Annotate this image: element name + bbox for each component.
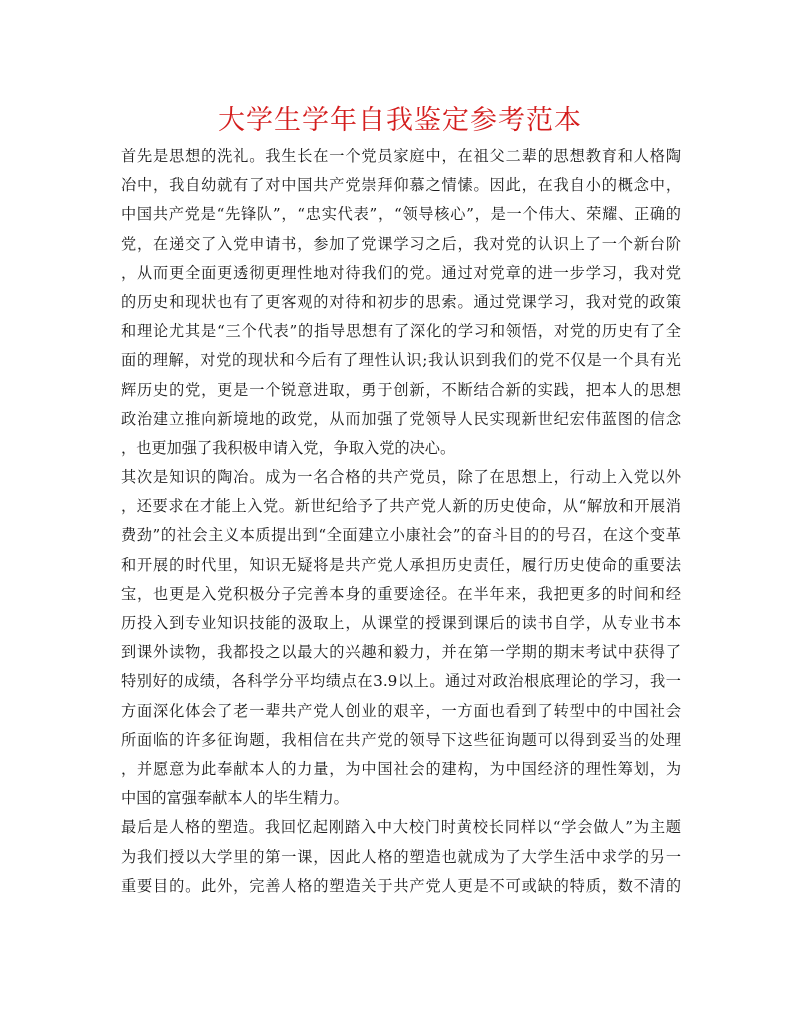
text-line: 和开展的时代里，知识无疑将是共产党人承担历史责任，履行历史使命的重要法 — [121, 555, 681, 574]
paragraph-thought — [121, 142, 681, 463]
document-body — [121, 142, 681, 901]
text-line: 方面深化体会了老一辈共产党人创业的艰辛，一方面也看到了转型中的中国社会 — [121, 701, 681, 720]
text-line: 为我们授以大学里的第一课，因此人格的塑造也就成为了大学生活中求学的另一 — [121, 847, 681, 866]
text-line: 费劲”的社会主义本质提出到“全面建立小康社会”的奋斗目的的号召，在这个变革 — [121, 526, 681, 545]
text-line: 中国共产党是“先锋队”，“忠实代表”，“领导核心”，是一个伟大、荣耀、正确的 — [121, 205, 681, 224]
text-line: 到课外读物，我都投之以最大的兴趣和毅力，并在第一学期的期末考试中获得了 — [121, 643, 681, 662]
text-line: 首先是思想的洗礼。我生长在一个党员家庭中，在祖父二辈的思想教育和人格陶 — [121, 147, 681, 165]
text-line: 其次是知识的陶冶。成为一名合格的共产党员，除了在思想上，行动上入党以外 — [121, 468, 681, 487]
text-line: 和理论尤其是“三个代表”的指导思想有了深化的学习和领悟，对党的历史有了全 — [121, 322, 681, 341]
text-line: ，也更加强了我积极申请入党，争取入党的决心。 — [121, 438, 456, 457]
document-title: 大学生学年自我鉴定参考范本 — [218, 105, 582, 136]
text-line: 历投入到专业知识技能的汲取上，从课堂的授课到课后的读书自学，从专业书本 — [121, 614, 681, 632]
text-line: 面的理解，对党的现状和今后有了理性认识;我认识到我们的党不仅是一个具有光 — [121, 351, 681, 370]
text-line: 政治建立推向新境地的政党，从而加强了党领导人民实现新世纪宏伟蓝图的信念 — [121, 409, 681, 428]
text-line: 最后是人格的塑造。我回忆起刚踏入中大校门时黄校长同样以“学会做人”为主题 — [121, 818, 681, 837]
text-line: 宝，也更是入党积极分子完善本身的重要途径。在半年来，我把更多的时间和经 — [121, 584, 681, 603]
text-line: 辉历史的党，更是一个锐意进取，勇于创新，不断结合新的实践，把本人的思想 — [121, 380, 681, 399]
text-line: 所面临的许多征询题，我相信在共产党的领导下这些征询题可以得到妥当的处理 — [121, 730, 681, 749]
text-line: 党，在递交了入党申请书，参加了党课学习之后，我对党的认识上了一个新台阶 — [121, 234, 681, 253]
text-line: ，并愿意为此奉献本人的力量，为中国社会的建构，为中国经济的理性筹划，为 — [121, 759, 681, 778]
text-line: 冶中，我自幼就有了对中国共产党崇拜仰慕之情愫。因此，在我自小的概念中， — [121, 176, 681, 195]
paragraph-character — [121, 813, 681, 901]
text-line: 中国的富强奉献本人的毕生精力。 — [121, 789, 349, 808]
text-line: 的历史和现状也有了更客观的对待和初步的思索。通过党课学习，我对党的政策 — [121, 292, 681, 311]
text-line: ，从而更全面更透彻更理性地对待我们的党。通过对党章的进一步学习，我对党 — [121, 263, 681, 282]
text-line: 重要目的。此外，完善人格的塑造关于共产党人更是不可或缺的特质，数不清的 — [121, 876, 681, 895]
text-line: 特别好的成绩，各科学分平均绩点在3.9以上。通过对政治根底理论的学习，我一 — [121, 672, 681, 691]
paragraph-knowledge — [121, 463, 681, 813]
text-line: ，还要求在才能上入党。新世纪给予了共产党人新的历史使命，从“解放和开展消 — [121, 497, 681, 516]
